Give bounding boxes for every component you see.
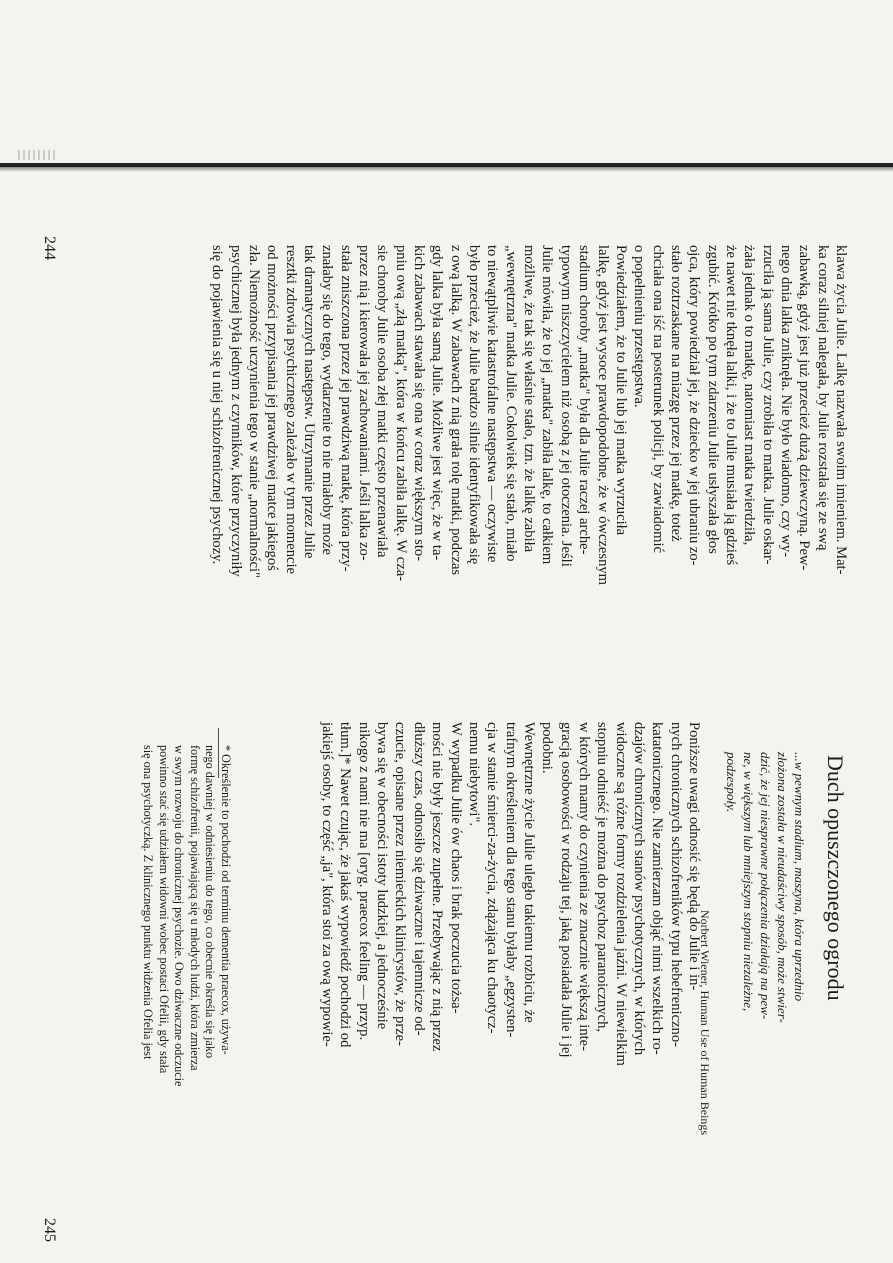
left-page-number: 244 [41,236,58,260]
scan-artifact [18,150,58,160]
right-page-body-text: Poniższe uwagi odnosić się będą do Julie i in- nych chronicznych schizofreników typu hebefreniczno- katatonicznego. Nie zamierzam objąć nimi wszelkich ro- dzajów chronicznych stanów psychotycznych, w których widoczne są różne formy rozdzielenia jaźni. W niewielkim stopniu odnieść je można do psychoz paranoicznych, w których mamy do czynienia ze znacznie większą inte- gracją osobowości w rodzaju tej, jaką posiadała Julie i jej podobni. Wewnętrzne życie Julie uległo takiemu rozbiciu, że trafnym określeniem dla tego stanu byłaby „egzysten- cja w stanie śmierci-za-życia, zdążająca ku chaotycz- nemu niebytowi". W wypadku Julie ów chaos i brak poczucia tożsa- mości nie były jeszcze zupełne. Przebywając z nią przez dłuższy czas, odnosiło się dziwaczne i tajemnicze od- czucie, opisane przez niemieckich klinicystów, że prze- bywa się w obecności istoty ludzkiej, a jednocześnie nikogo z nami nie ma [oryg. praecox feeling — przyp. tłum.]* Nawet czując, że jakaś wypowiedź pochodzi od jakiejś osoby, to część „ja", która stoi za ową wypowie- [319,722,702,1066]
left-page-body-text: klawa życia Julie. Lalkę nazwała swoim imieniem. Mat- ka coraz silniej nalegała, by Julie rozstała się ze swą zabawką, gdyż jest już przecież dużą dziewczyną. Pew- nego dnia lalka zniknęła. Nie było wiadomo, czy wy- rzuciła ją sama Julie, czy zrobiła to matka. Julie oskar- żała jednak o to matkę, natomiast matka twierdziła, że nawet nie tknęła lalki, i że to Julie musiała ją gdzieś zgubić. Krótko po tym zdarzeniu Julie usłyszała głos ojca, który powiedział jej, że dziecko w jej ubraniu zo- stało roztrzaskane na miazgę przez jej matkę, toteż chciała ona iść na posterunek policji, by zawiadomić o popełnieniu przestępstwa. Powiedziałem, że to Julie lub jej matka wyrzuciła lalkę, gdyż jest wysoce prawdopodobne, że w ówczesnym stadium choroby „matka" była dla Julie raczej arche- typowym niszczycielem niż osobą z jej otoczenia. Jeśli Julie mówiła, że to jej „matka" zabiła lalkę, to całkiem możliwe, że tak się właśnie stało, tzn. że lalkę zabiła „wewnętrzna" matka Julie. Cokolwiek się stało, miało to niewątpliwie katastrofalne następstwa — oczywiste było przecież, że Julie bardzo silnie identyfikowała się z ową lalką. W zabawach z nią grała rolę matki, podczas gdy lalka była samą Julie. Możliwe jest więc, że w ta- kich zabawach stawała się ona w coraz większym sto- pniu ową „złą matką", która w końcu zabiła lalkę. W cza- sie choroby Julie osoba złej matki często przenawiała przez nią i kierowała jej zachowaniami. Jeśli lalka zo- stała zniszczona przez jej prawdziwą matkę, która przy- znałaby się do tego, wydarzenie to nie miałoby może tak dramatycznych następstw. Utrzymanie przez Julie resztki zdrowia psychicznego zależało w tym momencie od możności przypisania jej prawdziwej matce jakiegoś zła. Niemożność uczynienia tego w stanie „normalności" psychicznej była jednym z czynników, które przyczyniły się do pojawienia się u niej schizofrenicznej psychozy. [209,245,849,586]
right-page-footnote: * Określenie to pochodzi od terminu dementia praecox, używa- nego dawniej w odniesieniu do tego, co obecnie określa się jako formę schizofrenii, pojawiającą się u młodych ludzi, która zmierza w swym rozwoju do chronicznej psychozie. Owo dziwaczne odczucie powinno stać się udziałem widowni wobec postaci Ofelii, gdy stała się ona psychotyczką. Z klinicznego punktu widzenia Ofelia jest [141,745,233,1087]
epigraph-attribution: Norbert Wiener, Human Use of Human Beings [698,910,712,1136]
chapter-title: Duch opuszczonego ogrodu [823,755,848,1001]
chapter-epigraph: ...w pewnym stadium, maszyna, która uprzednio złożona została w nieudaściwy sposób, może stwier- dzić, że jej niesprawne połączenia działają na pew- ne, w większym lub mniejszym stopniu niezależne, podzespoły. [724,752,807,1023]
gutter-rule [0,160,893,172]
right-page-number: 245 [41,1218,58,1242]
